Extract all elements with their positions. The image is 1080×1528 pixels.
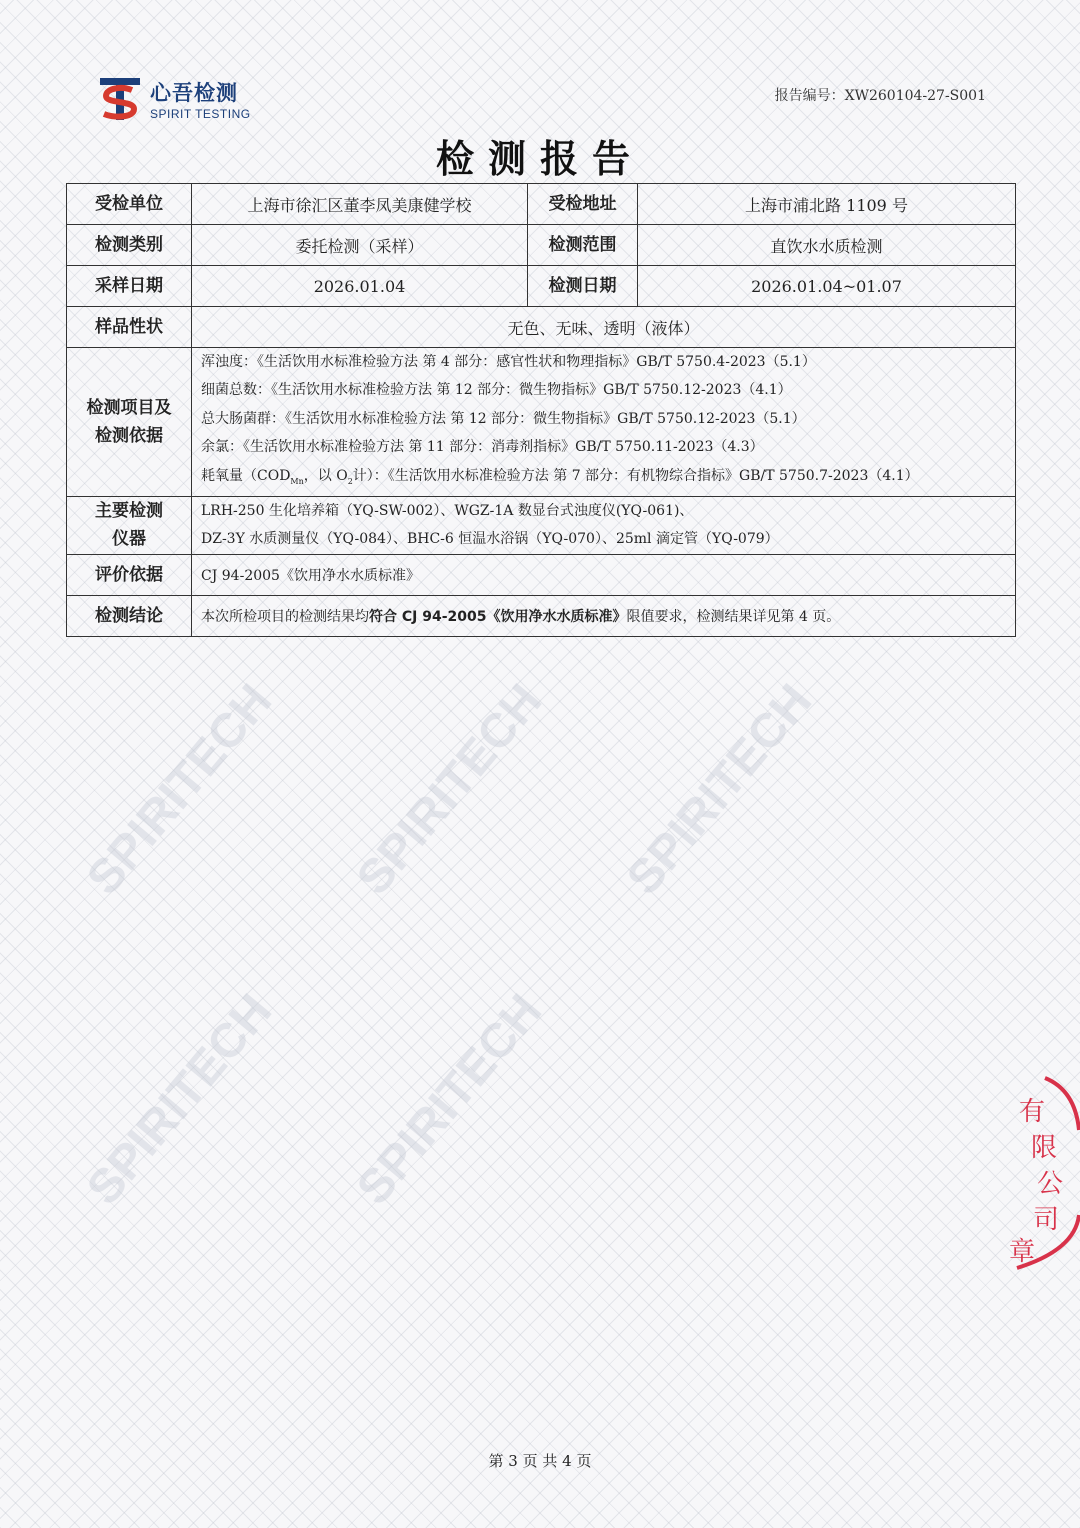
test-date-value: 2026.01.04~01.07 [638,266,1016,307]
watermark: SPIRITECH [347,984,553,1215]
client-value: 上海市徐汇区董李凤美康健学校 [192,184,528,225]
report-number [775,85,986,105]
cod-text: 耗氧量（COD [201,467,291,484]
test-item: 细菌总数：《生活饮用水标准检验方法 第 12 部分：微生物指标》GB/T 5750.12-2023（4.1） [201,382,792,399]
company-seal-stamp [995,1070,1080,1275]
test-item: 余氯：《生活饮用水标准检验方法 第 11 部分：消毒剂指标》GB/T 5750.11-2023（4.3） [201,439,764,456]
items-label-line: 检测依据 [95,425,163,446]
watermark: SPIRITECH [77,674,283,905]
instrument-line: LRH-250 生化培养箱（YQ-SW-002）、WGZ-1A 数显台式浊度仪(YQ-061)、 [201,502,694,519]
scope-value: 直饮水水质检测 [638,225,1016,266]
conclusion-label: 检测结论 [67,595,192,636]
report-number-label: 报告编号： [774,88,845,104]
svg-text:有: 有 [1019,1097,1046,1127]
table-row [67,496,1016,554]
table-row [67,348,1016,497]
cod-text: ，以 O [303,467,348,484]
table-row [67,225,1016,266]
svg-text:限: 限 [1031,1133,1058,1163]
evaluation-label: 评价依据 [67,554,192,595]
page-footer: 第 3 页 共 4 页 [488,1452,592,1470]
sample-state-label: 样品性状 [67,307,192,348]
watermark: SPIRITECH [617,674,823,905]
page-title: 检测报告 [435,137,644,181]
watermark: SPIRITECH [77,984,283,1215]
table-row [67,554,1016,595]
svg-text:公: 公 [1037,1169,1064,1199]
conclusion-text: 本次所检项目的检测结果均 [201,608,369,625]
sample-state-value: 无色、无味、透明（液体） [192,307,1016,348]
items-value [192,348,1016,497]
evaluation-value: CJ 94-2005《饮用净水水质标准》 [192,554,1016,595]
logo-cn-text: 心吾检测 [150,81,238,105]
test-item [201,462,1015,496]
company-logo [98,76,251,122]
cod-sub: 2 [347,476,353,486]
svg-text:司: 司 [1033,1205,1060,1235]
instruments-label [67,496,192,554]
logo-mark-icon [98,76,142,122]
cod-sub: Mn [290,476,304,486]
test-date-label: 检测日期 [528,266,638,307]
report-number-value: XW260104-27-S001 [844,88,986,104]
scope-label: 检测范围 [528,225,638,266]
client-label: 受检单位 [67,184,192,225]
category-value: 委托检测（采样） [192,225,528,266]
logo-en-text: SPIRIT TESTING [150,107,251,121]
items-label-line: 检测项目及 [86,397,172,418]
address-value: 上海市浦北路 1109 号 [638,184,1016,225]
report-table [66,183,1016,637]
cod-text: 计）：《生活饮用水标准检验方法 第 7 部分：有机物综合指标》GB/T 5750.7-2023（4.1） [352,467,919,484]
table-row [67,266,1016,307]
items-label [67,348,192,497]
table-row [67,307,1016,348]
instruments-label-line: 仪器 [112,529,146,550]
watermark: SPIRITECH [347,674,553,905]
svg-text:章: 章 [1009,1237,1036,1267]
instrument-line: DZ-3Y 水质测量仪（YQ-084）、BHC-6 恒温水浴锅（YQ-070）、25ml 滴定管（YQ-079） [201,531,779,548]
table-row [67,595,1016,636]
sample-date-value: 2026.01.04 [192,266,528,307]
sample-date-label: 采样日期 [67,266,192,307]
instruments-value [192,496,1016,554]
conclusion-value [192,595,1016,636]
category-label: 检测类别 [67,225,192,266]
test-item: 总大肠菌群：《生活饮用水标准检验方法 第 12 部分：微生物指标》GB/T 5750.12-2023（5.1） [201,410,806,427]
conclusion-text: 限值要求，检测结果详见第 4 页。 [626,608,841,625]
address-label: 受检地址 [528,184,638,225]
conclusion-bold-text: 符合 CJ 94-2005《饮用净水水质标准》 [369,608,627,625]
test-item: 浑浊度：《生活饮用水标准检验方法 第 4 部分：感官性状和物理指标》GB/T 5750.4-2023（5.1） [201,354,816,370]
instruments-label-line: 主要检测 [95,501,163,522]
table-row [67,184,1016,225]
